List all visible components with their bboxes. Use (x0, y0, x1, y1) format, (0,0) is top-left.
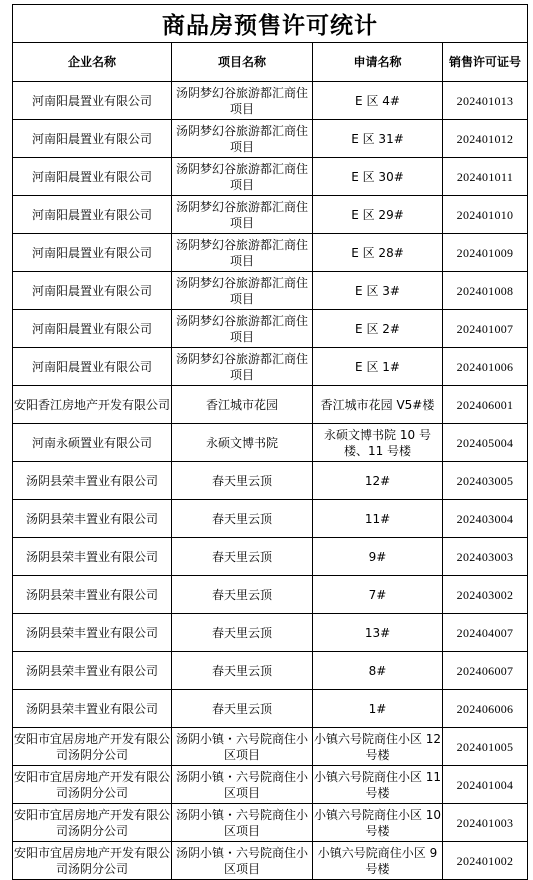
table-row (13, 82, 528, 120)
cell-application: 12# (313, 462, 443, 500)
cell-application: 小镇六号院商住小区 11 号楼 (313, 766, 443, 804)
header-permit-number: 销售许可证号 (443, 43, 528, 82)
cell-company: 河南阳晨置业有限公司 (13, 348, 172, 386)
cell-permit-number: 202401004 (443, 766, 528, 804)
cell-permit-number: 202401002 (443, 842, 528, 880)
cell-project: 春天里云顶 (172, 614, 313, 652)
cell-company: 汤阴县荣丰置业有限公司 (13, 500, 172, 538)
cell-permit-number: 202401003 (443, 804, 528, 842)
cell-application: E 区 3# (313, 272, 443, 310)
header-company: 企业名称 (13, 43, 172, 82)
cell-project: 汤阴梦幻谷旅游都汇商住项目 (172, 82, 313, 120)
cell-company: 河南阳晨置业有限公司 (13, 310, 172, 348)
cell-permit-number: 202401006 (443, 348, 528, 386)
cell-project: 汤阴梦幻谷旅游都汇商住项目 (172, 158, 313, 196)
cell-project: 春天里云顶 (172, 538, 313, 576)
cell-project: 汤阴梦幻谷旅游都汇商住项目 (172, 196, 313, 234)
table-row (13, 196, 528, 234)
cell-company: 河南永硕置业有限公司 (13, 424, 172, 462)
cell-permit-number: 202401011 (443, 158, 528, 196)
table-row (13, 690, 528, 728)
cell-company: 汤阴县荣丰置业有限公司 (13, 538, 172, 576)
presale-permit-table (12, 4, 528, 880)
cell-application: E 区 4# (313, 82, 443, 120)
header-application: 申请名称 (313, 43, 443, 82)
cell-project: 汤阴梦幻谷旅游都汇商住项目 (172, 310, 313, 348)
cell-application: E 区 30# (313, 158, 443, 196)
cell-permit-number: 202401012 (443, 120, 528, 158)
cell-company: 安阳市宜居房地产开发有限公司汤阴分公司 (13, 728, 172, 766)
cell-application: 9# (313, 538, 443, 576)
table-row (13, 804, 528, 842)
cell-permit-number: 202401009 (443, 234, 528, 272)
cell-application: 永硕文博书院 10 号楼、11 号楼 (313, 424, 443, 462)
cell-company: 汤阴县荣丰置业有限公司 (13, 690, 172, 728)
cell-application: 小镇六号院商住小区 10 号楼 (313, 804, 443, 842)
cell-permit-number: 202401005 (443, 728, 528, 766)
cell-application: 11# (313, 500, 443, 538)
cell-permit-number: 202404007 (443, 614, 528, 652)
cell-project: 汤阴梦幻谷旅游都汇商住项目 (172, 234, 313, 272)
cell-company: 河南阳晨置业有限公司 (13, 196, 172, 234)
table-row (13, 158, 528, 196)
cell-application: 香江城市花园 V5#楼 (313, 386, 443, 424)
cell-company: 河南阳晨置业有限公司 (13, 272, 172, 310)
table-row (13, 500, 528, 538)
cell-company: 安阳市宜居房地产开发有限公司汤阴分公司 (13, 804, 172, 842)
cell-permit-number: 202406006 (443, 690, 528, 728)
cell-permit-number: 202403004 (443, 500, 528, 538)
cell-company: 安阳香江房地产开发有限公司 (13, 386, 172, 424)
cell-project: 汤阴小镇・六号院商住小区项目 (172, 728, 313, 766)
cell-company: 河南阳晨置业有限公司 (13, 82, 172, 120)
cell-application: E 区 2# (313, 310, 443, 348)
cell-permit-number: 202406001 (443, 386, 528, 424)
table-row (13, 576, 528, 614)
cell-permit-number: 202405004 (443, 424, 528, 462)
table-header-row (13, 43, 528, 82)
cell-company: 汤阴县荣丰置业有限公司 (13, 576, 172, 614)
cell-application: 8# (313, 652, 443, 690)
cell-application: E 区 28# (313, 234, 443, 272)
table-row (13, 348, 528, 386)
cell-project: 汤阴梦幻谷旅游都汇商住项目 (172, 120, 313, 158)
table-row (13, 842, 528, 880)
cell-application: E 区 31# (313, 120, 443, 158)
cell-project: 汤阴小镇・六号院商住小区项目 (172, 804, 313, 842)
table-row (13, 462, 528, 500)
cell-permit-number: 202403003 (443, 538, 528, 576)
cell-application: 13# (313, 614, 443, 652)
cell-project: 春天里云顶 (172, 690, 313, 728)
cell-company: 河南阳晨置业有限公司 (13, 120, 172, 158)
header-project: 项目名称 (172, 43, 313, 82)
cell-project: 汤阴小镇・六号院商住小区项目 (172, 842, 313, 880)
cell-company: 河南阳晨置业有限公司 (13, 234, 172, 272)
table-title: 商品房预售许可统计 (13, 5, 528, 43)
cell-project: 汤阴梦幻谷旅游都汇商住项目 (172, 348, 313, 386)
cell-application: 小镇六号院商住小区 9 号楼 (313, 842, 443, 880)
cell-company: 安阳市宜居房地产开发有限公司汤阴分公司 (13, 766, 172, 804)
table-row (13, 234, 528, 272)
table-row (13, 310, 528, 348)
table-row (13, 538, 528, 576)
table-row (13, 728, 528, 766)
cell-application: E 区 29# (313, 196, 443, 234)
table-row (13, 652, 528, 690)
cell-project: 汤阴小镇・六号院商住小区项目 (172, 766, 313, 804)
cell-project: 春天里云顶 (172, 576, 313, 614)
table-row (13, 386, 528, 424)
cell-application: 1# (313, 690, 443, 728)
cell-permit-number: 202403002 (443, 576, 528, 614)
cell-permit-number: 202403005 (443, 462, 528, 500)
cell-application: E 区 1# (313, 348, 443, 386)
cell-project: 春天里云顶 (172, 462, 313, 500)
cell-permit-number: 202401010 (443, 196, 528, 234)
cell-application: 小镇六号院商住小区 12 号楼 (313, 728, 443, 766)
table-row (13, 614, 528, 652)
cell-application: 7# (313, 576, 443, 614)
cell-company: 汤阴县荣丰置业有限公司 (13, 462, 172, 500)
cell-company: 汤阴县荣丰置业有限公司 (13, 652, 172, 690)
cell-company: 汤阴县荣丰置业有限公司 (13, 614, 172, 652)
cell-project: 香江城市花园 (172, 386, 313, 424)
cell-project: 永硕文博书院 (172, 424, 313, 462)
cell-permit-number: 202401008 (443, 272, 528, 310)
cell-permit-number: 202401007 (443, 310, 528, 348)
cell-company: 安阳市宜居房地产开发有限公司汤阴分公司 (13, 842, 172, 880)
cell-company: 河南阳晨置业有限公司 (13, 158, 172, 196)
cell-project: 春天里云顶 (172, 652, 313, 690)
table-row (13, 424, 528, 462)
cell-project: 春天里云顶 (172, 500, 313, 538)
table-row (13, 766, 528, 804)
table-row (13, 120, 528, 158)
cell-permit-number: 202401013 (443, 82, 528, 120)
cell-project: 汤阴梦幻谷旅游都汇商住项目 (172, 272, 313, 310)
table-row (13, 272, 528, 310)
cell-permit-number: 202406007 (443, 652, 528, 690)
